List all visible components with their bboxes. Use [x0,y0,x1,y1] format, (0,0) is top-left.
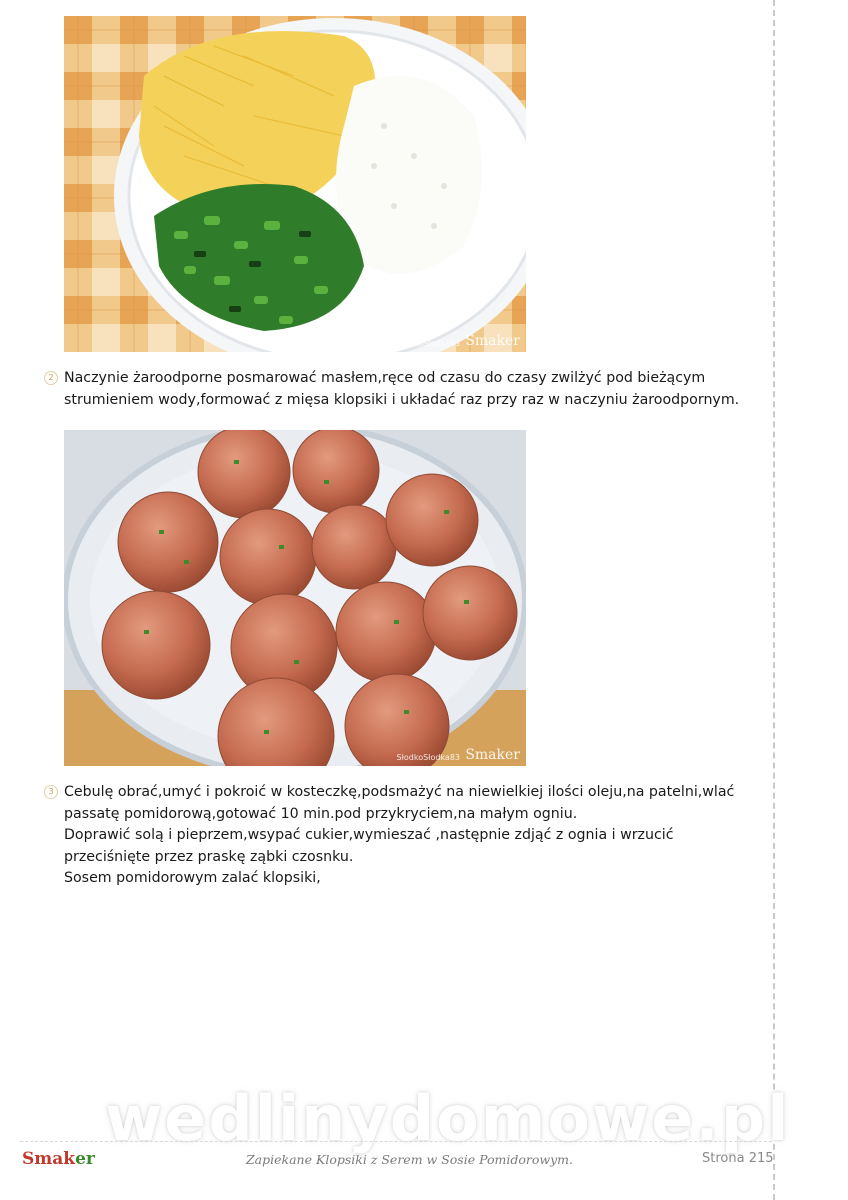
step-number: 3 [44,785,58,799]
step-paragraph: Doprawić solą i pieprzem,wsypać cukier,wymieszać ,następnie zdjąć z ognia i wrzucić przeciśnięte przez praskę ząbki czosnku. [64,827,674,865]
step-text [64,368,764,411]
smaker-logo [22,1149,95,1169]
step-text [64,782,764,890]
site-watermark: wedlinydomowe.pl [105,1082,791,1155]
margin-divider [773,0,775,1200]
step-number: 2 [44,371,58,385]
recipe-step-3 [44,782,764,890]
logo-text-red: Smak [22,1149,76,1169]
photo-watermark-logo: Smaker [465,333,520,349]
photo-credit: SłodkoSłodka83 [396,339,460,348]
step-paragraph: Sosem pomidorowym zalać klopsiki, [64,870,321,886]
step-paragraph: Cebulę obrać,umyć i pokroić w kosteczkę,podsmażyć na niewielkiej ilości oleju,na patelni,wlać passatę pomidorową,gotować 10 min.pod przykryciem,na małym ogniu. [64,784,735,822]
step-paragraph: Naczynie żaroodporne posmarować masłem,ręce od czasu do czasy zwilżyć pod bieżącym strumieniem wody,formować z mięsa klopsiki i układać raz przy raz w naczyniu żaroodpornym. [64,370,740,408]
footer-recipe-title: Zapiekane Klopsiki z Serem w Sosie Pomidorowym. [246,1152,573,1167]
page-number: Strona 215 [702,1151,774,1166]
photo-watermark-logo: Smaker [465,747,520,763]
photo-cheese-rice-onion [64,16,526,352]
footer-divider [20,1141,772,1142]
recipe-step-2 [44,368,764,411]
photo-meatballs [64,430,526,766]
logo-text-green: er [75,1149,95,1169]
photo-credit: SłodkoSłodka83 [396,753,460,762]
